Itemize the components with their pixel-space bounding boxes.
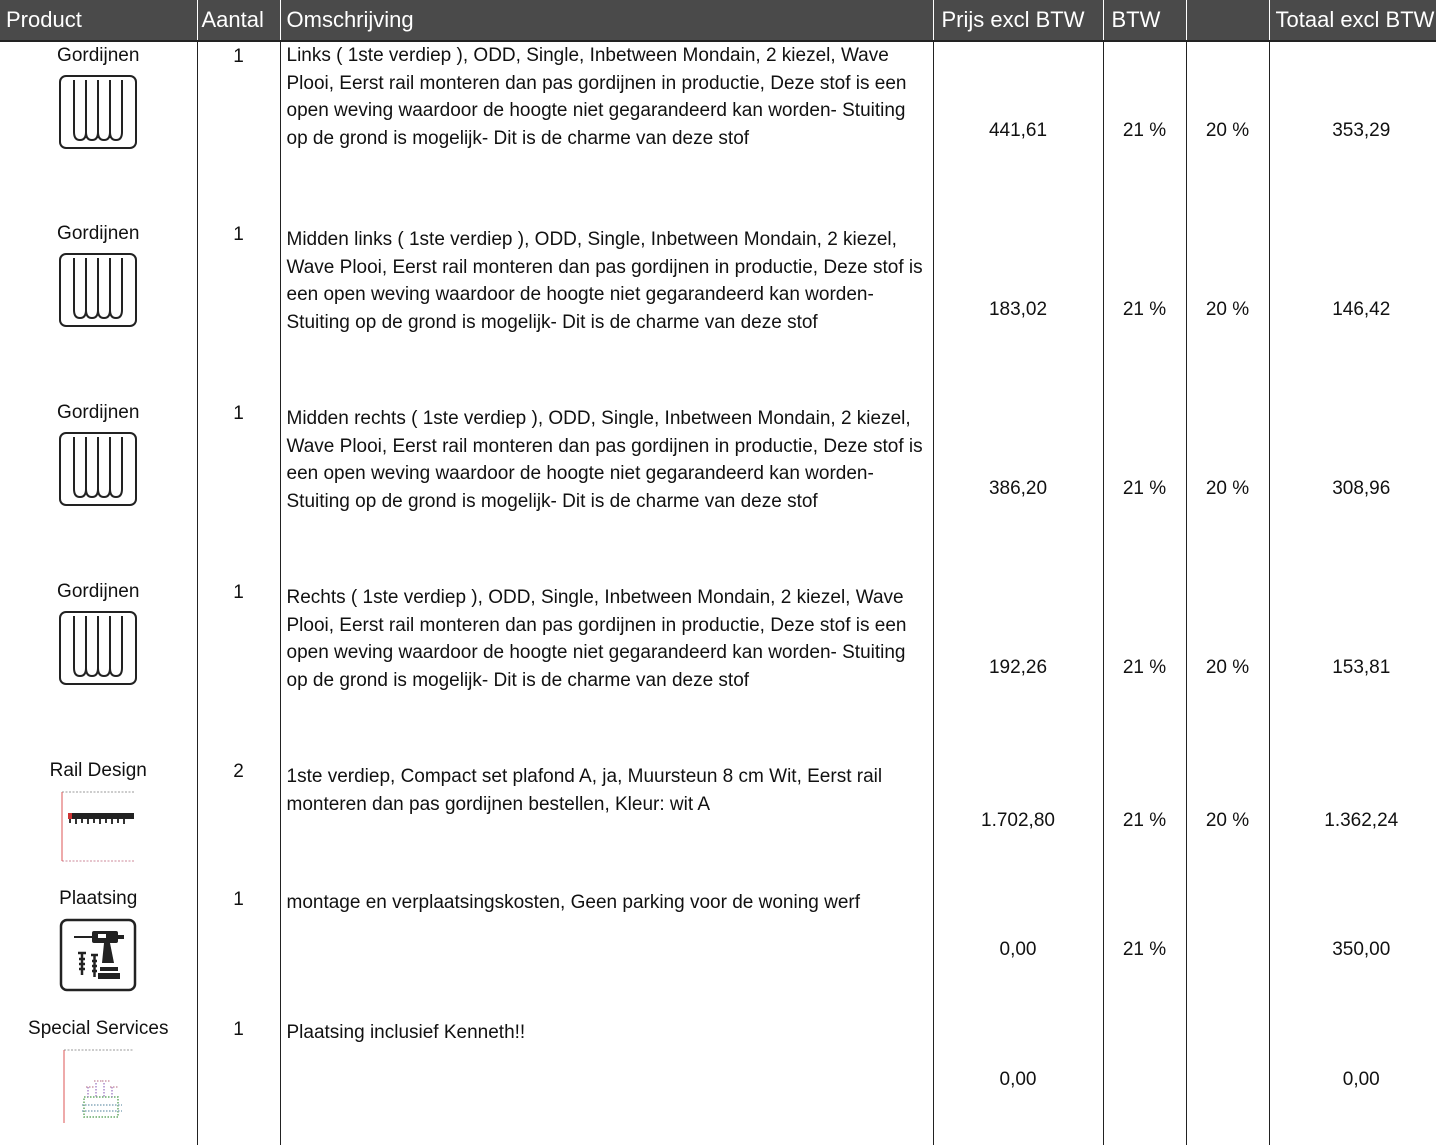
discount-cell — [1186, 885, 1269, 1015]
discount-cell — [1186, 1015, 1269, 1145]
header-row — [0, 0, 1436, 41]
product-name: Special Services — [28, 1018, 169, 1039]
total-cell: 353,29 — [1269, 41, 1436, 220]
discount-cell: 20 % — [1186, 220, 1269, 399]
price-cell: 0,00 — [933, 1015, 1103, 1145]
discount-cell: 20 % — [1186, 399, 1269, 578]
product-cell — [0, 885, 197, 1015]
product-cell — [0, 220, 197, 399]
description-cell: Rechts ( 1ste verdiep ), ODD, Single, Inbetween Mondain, 2 kiezel, Wave Plooi, Eerst rail monteren dan pas gordijnen in productie, Deze stof is een open weving waardoor de hoogte niet gegarandeerd kan worden- Stuiting op de grond is mogelijk- Dit is de charme van deze stof — [280, 578, 933, 757]
product-name: Plaatsing — [59, 888, 138, 909]
description-cell: Plaatsing inclusief Kenneth!! — [280, 1015, 933, 1145]
product-name: Gordijnen — [57, 402, 140, 423]
header-price-excl-vat: Prijs excl BTW — [933, 0, 1103, 41]
quantity-cell: 1 — [197, 578, 280, 757]
total-cell: 308,96 — [1269, 399, 1436, 578]
vat-cell: 21 % — [1103, 41, 1186, 220]
rail-icon — [58, 789, 138, 865]
price-cell: 0,00 — [933, 885, 1103, 1015]
price-cell: 192,26 — [933, 578, 1103, 757]
header-description: Omschrijving — [280, 0, 933, 41]
vat-cell: 21 % — [1103, 220, 1186, 399]
product-cell — [0, 757, 197, 885]
product-cell — [0, 1015, 197, 1145]
discount-cell: 20 % — [1186, 41, 1269, 220]
table-row — [0, 1015, 1436, 1145]
price-cell: 441,61 — [933, 41, 1103, 220]
description-cell: Links ( 1ste verdiep ), ODD, Single, Inbetween Mondain, 2 kiezel, Wave Plooi, Eerst rail monteren dan pas gordijnen in productie, Deze stof is een open weving waardoor de hoogte niet gegarandeerd kan worden- Stuiting op de grond is mogelijk- Dit is de charme van deze stof — [280, 41, 933, 220]
header-product: Product — [0, 0, 197, 41]
total-cell: 146,42 — [1269, 220, 1436, 399]
curtain-icon — [58, 252, 138, 328]
product-name: Gordijnen — [57, 581, 140, 602]
total-cell: 153,81 — [1269, 578, 1436, 757]
vat-cell: 21 % — [1103, 885, 1186, 1015]
description-cell: 1ste verdiep, Compact set plafond A, ja, Muursteun 8 cm Wit, Eerst rail monteren dan pas gordijnen bestellen, Kleur: wit A — [280, 757, 933, 885]
description-cell: montage en verplaatsingskosten, Geen parking voor de woning werf — [280, 885, 933, 1015]
vat-cell: 21 % — [1103, 757, 1186, 885]
special-services-icon — [58, 1047, 138, 1123]
quantity-cell: 1 — [197, 41, 280, 220]
discount-cell: 20 % — [1186, 757, 1269, 885]
quantity-cell: 1 — [197, 1015, 280, 1145]
quantity-cell: 1 — [197, 399, 280, 578]
vat-cell: 21 % — [1103, 399, 1186, 578]
drill-icon — [58, 917, 138, 993]
curtain-icon — [58, 610, 138, 686]
header-discount — [1186, 0, 1269, 41]
discount-cell: 20 % — [1186, 578, 1269, 757]
header-total-excl-vat: Totaal excl BTW — [1269, 0, 1436, 41]
table-row — [0, 399, 1436, 578]
product-cell — [0, 578, 197, 757]
table-row — [0, 757, 1436, 885]
table-row — [0, 885, 1436, 1015]
vat-cell — [1103, 1015, 1186, 1145]
description-cell: Midden rechts ( 1ste verdiep ), ODD, Single, Inbetween Mondain, 2 kiezel, Wave Plooi, Eerst rail monteren dan pas gordijnen in productie, Deze stof is een open weving waardoor de hoogte niet gegarandeerd kan worden- Stuiting op de grond is mogelijk- Dit is de charme van deze stof — [280, 399, 933, 578]
description-cell: Midden links ( 1ste verdiep ), ODD, Single, Inbetween Mondain, 2 kiezel, Wave Plooi, Eerst rail monteren dan pas gordijnen in productie, Deze stof is een open weving waardoor de hoogte niet gegarandeerd kan worden- Stuiting op de grond is mogelijk- Dit is de charme van deze stof — [280, 220, 933, 399]
table-row — [0, 220, 1436, 399]
total-cell: 1.362,24 — [1269, 757, 1436, 885]
product-cell — [0, 399, 197, 578]
quantity-cell: 1 — [197, 885, 280, 1015]
table-row — [0, 578, 1436, 757]
total-cell: 350,00 — [1269, 885, 1436, 1015]
header-quantity: Aantal — [197, 0, 280, 41]
product-name: Gordijnen — [57, 223, 140, 244]
header-vat: BTW — [1103, 0, 1186, 41]
price-cell: 183,02 — [933, 220, 1103, 399]
quantity-cell: 2 — [197, 757, 280, 885]
product-cell — [0, 41, 197, 220]
curtain-icon — [58, 431, 138, 507]
price-cell: 386,20 — [933, 399, 1103, 578]
vat-cell: 21 % — [1103, 578, 1186, 757]
curtain-icon — [58, 74, 138, 150]
product-name: Rail Design — [49, 760, 147, 781]
product-name: Gordijnen — [57, 45, 140, 66]
total-cell: 0,00 — [1269, 1015, 1436, 1145]
quantity-cell: 1 — [197, 220, 280, 399]
price-cell: 1.702,80 — [933, 757, 1103, 885]
table-row — [0, 41, 1436, 220]
